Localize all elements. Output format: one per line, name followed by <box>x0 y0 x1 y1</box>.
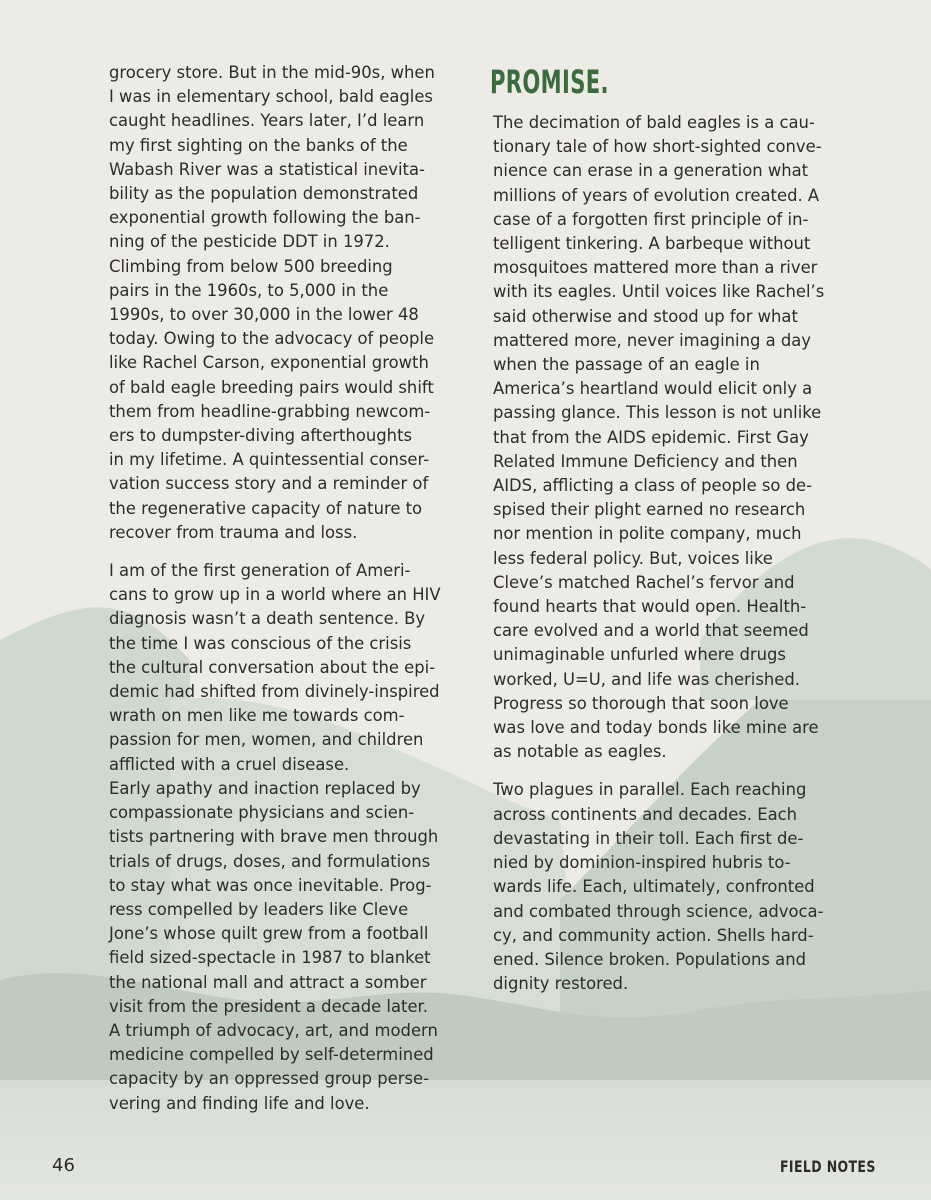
text-line: care evolved and a world that seemed <box>493 621 809 641</box>
text-line: as notable as eagles. <box>493 742 667 762</box>
text-line: diagnosis wasn’t a death sentence. By <box>109 609 426 629</box>
text-line: was love and today bonds like mine are <box>493 718 819 738</box>
body-paragraph <box>109 777 454 1116</box>
text-line: Climbing from below 500 breeding <box>109 256 393 276</box>
body-paragraph <box>109 61 454 545</box>
text-line: grocery store. But in the mid-90s, when <box>109 63 435 82</box>
text-line: to stay what was once inevitable. Prog- <box>109 875 432 895</box>
text-line: Progress so thorough that soon love <box>493 693 789 713</box>
text-line: Cleve’s matched Rachel’s fervor and <box>493 572 795 592</box>
text-line: caught headlines. Years later, I’d learn <box>109 111 425 131</box>
text-line: AIDS, afflicting a class of people so de- <box>493 476 813 496</box>
text-line: recover from trauma and loss. <box>109 522 358 542</box>
text-line: worked, U=U, and life was cherished. <box>493 669 800 689</box>
text-line: vering and finding life and love. <box>109 1093 370 1113</box>
text-line: of bald eagle breeding pairs would shift <box>109 377 434 397</box>
text-line: tists partnering with brave men through <box>109 827 439 847</box>
text-line: mattered more, never imagining a day <box>493 330 811 350</box>
text-line: and combated through science, advoca- <box>493 901 824 921</box>
right-text-column <box>493 111 838 996</box>
text-line: case of a forgotten first principle of in- <box>493 209 809 229</box>
text-line: that from the AIDS epidemic. First Gay <box>493 427 809 447</box>
text-line: devastating in their toll. Each first de- <box>493 828 804 848</box>
text-line: them from headline-grabbing newcom- <box>109 401 431 421</box>
running-footer: FIELD NOTES <box>780 1157 876 1176</box>
text-line: ress compelled by leaders like Cleve <box>109 899 409 919</box>
text-line: compassionate physicians and scien- <box>109 803 415 823</box>
text-line: passing glance. This lesson is not unlike <box>493 403 822 423</box>
text-line: nor mention in polite company, much <box>493 524 802 544</box>
text-line: nience can erase in a generation what <box>493 161 809 181</box>
text-line: cy, and community action. Shells hard- <box>493 925 814 945</box>
text-line: the cultural conversation about the epi- <box>109 657 436 677</box>
text-line: I was in elementary school, bald eagles <box>109 87 433 107</box>
text-line: today. Owing to the advocacy of people <box>109 329 435 349</box>
text-line: wrath on men like me towards com- <box>109 706 405 726</box>
text-line: vation success story and a reminder of <box>109 474 429 494</box>
text-line: passion for men, women, and children <box>109 730 424 750</box>
text-line: in my lifetime. A quintessential conser- <box>109 450 430 470</box>
text-line: Early apathy and inaction replaced by <box>109 778 421 798</box>
page-number: 46 <box>52 1155 75 1176</box>
text-line: The decimation of bald eagles is a cau- <box>493 113 815 132</box>
text-line: less federal policy. But, voices like <box>493 548 773 568</box>
text-line: unimaginable unfurled where drugs <box>493 645 786 665</box>
left-text-column <box>109 61 454 1116</box>
text-line: Two plagues in parallel. Each reaching <box>493 780 807 800</box>
text-line: trials of drugs, doses, and formulations <box>109 851 431 871</box>
text-line: when the passage of an eagle in <box>493 355 760 375</box>
text-line: afflicted with a cruel disease. <box>109 754 350 774</box>
text-line: Wabash River was a statistical inevita- <box>109 159 425 179</box>
section-heading: PROMISE. <box>490 63 609 101</box>
text-line: the regenerative capacity of nature to <box>109 498 423 518</box>
text-line: visit from the president a decade later. <box>109 996 428 1016</box>
text-line: Related Immune Deficiency and then <box>493 451 798 471</box>
text-line: my first sighting on the banks of the <box>109 135 408 155</box>
text-line: field sized-spectacle in 1987 to blanket <box>109 948 431 968</box>
text-line: pairs in the 1960s, to 5,000 in the <box>109 280 389 300</box>
text-line: the time I was conscious of the crisis <box>109 633 412 653</box>
text-line: nied by dominion-inspired hubris to- <box>493 853 791 873</box>
text-line: demic had shifted from divinely-inspired <box>109 682 440 702</box>
text-line: ning of the pesticide DDT in 1972. <box>109 232 390 252</box>
text-line: cans to grow up in a world where an HIV <box>109 585 441 605</box>
text-line: 1990s, to over 30,000 in the lower 48 <box>109 305 419 325</box>
text-line: millions of years of evolution created. A <box>493 185 820 205</box>
text-line: wards life. Each, ultimately, confronted <box>493 877 815 897</box>
body-paragraph <box>493 778 838 996</box>
text-line: A triumph of advocacy, art, and modern <box>109 1020 438 1040</box>
text-line: ened. Silence broken. Populations and <box>493 949 806 969</box>
text-line: mosquitoes mattered more than a river <box>493 258 818 278</box>
text-line: exponential growth following the ban- <box>109 208 421 228</box>
body-paragraph <box>109 559 454 777</box>
text-line: America’s heartland would elicit only a <box>493 379 813 399</box>
text-line: found hearts that would open. Health- <box>493 597 807 617</box>
text-line: bility as the population demonstrated <box>109 184 419 204</box>
text-line: tionary tale of how short-sighted conve- <box>493 137 822 157</box>
text-line: Jone’s whose quilt grew from a football <box>109 924 429 944</box>
text-line: with its eagles. Until voices like Rachel’s <box>493 282 825 302</box>
text-line: ers to dumpster-diving afterthoughts <box>109 426 413 446</box>
body-paragraph <box>493 111 838 764</box>
text-line: dignity restored. <box>493 974 629 994</box>
text-line: telligent tinkering. A barbeque without <box>493 234 811 254</box>
text-line: spised their plight earned no research <box>493 500 806 520</box>
text-line: said otherwise and stood up for what <box>493 306 798 326</box>
text-line: I am of the first generation of Ameri- <box>109 561 411 581</box>
text-line: the national mall and attract a somber <box>109 972 427 992</box>
text-line: capacity by an oppressed group perse- <box>109 1069 430 1089</box>
text-line: across continents and decades. Each <box>493 804 798 824</box>
text-line: medicine compelled by self-determined <box>109 1045 434 1065</box>
text-line: like Rachel Carson, exponential growth <box>109 353 429 373</box>
